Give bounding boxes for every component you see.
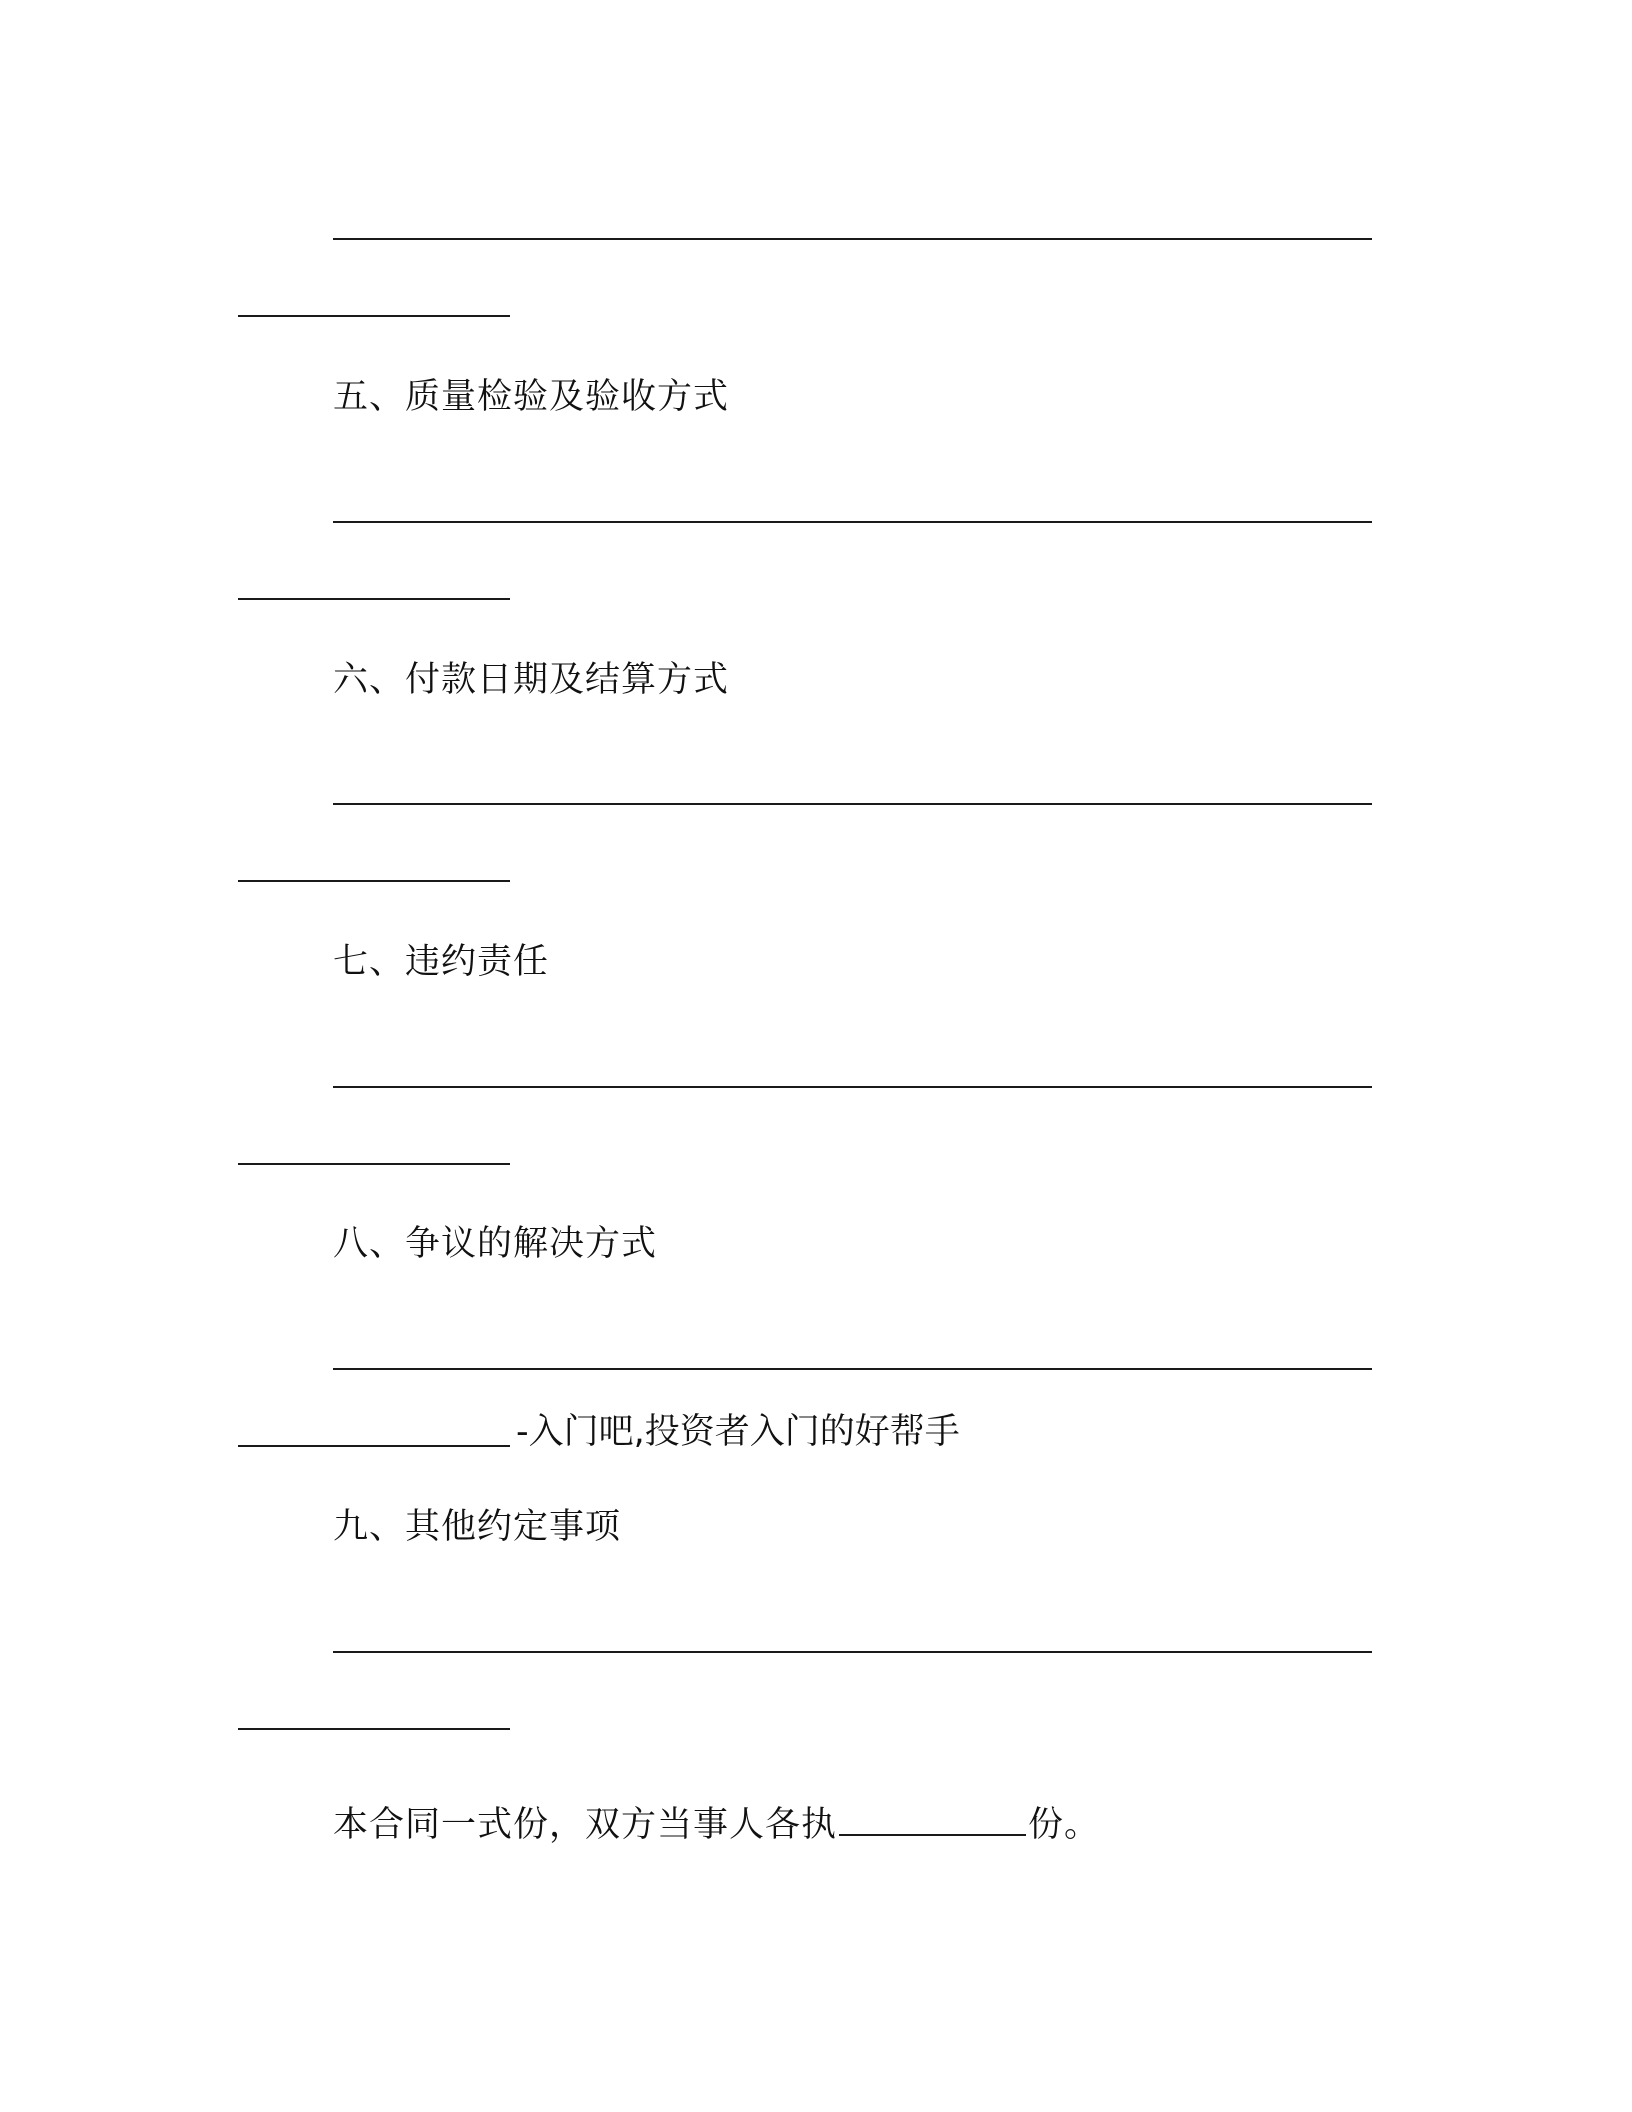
fill-in-line xyxy=(333,1368,1372,1370)
fill-in-line xyxy=(238,315,510,317)
section-heading: 六、付款日期及结算方式 xyxy=(333,660,730,700)
fill-in-line xyxy=(238,1728,510,1730)
section-heading: 八、争议的解决方式 xyxy=(333,1224,658,1264)
closing-text-start: 本合同一式份，双方当事人各执 xyxy=(333,1805,838,1845)
fill-in-line xyxy=(333,521,1372,523)
fill-in-line xyxy=(238,598,510,600)
fill-in-line xyxy=(238,1445,510,1447)
section-heading: 七、违约责任 xyxy=(333,942,550,982)
fill-in-line xyxy=(333,803,1372,805)
section-heading: 五、质量检验及验收方式 xyxy=(333,377,730,417)
copies-blank xyxy=(839,1798,1026,1836)
fill-in-line xyxy=(333,238,1372,240)
fill-in-line xyxy=(238,880,510,882)
fill-in-line xyxy=(238,1163,510,1165)
fill-in-line xyxy=(333,1086,1372,1088)
closing-line xyxy=(333,1798,1100,1849)
section-heading: 九、其他约定事项 xyxy=(333,1507,622,1547)
inline-note: -入门吧,投资者入门的好帮手 xyxy=(516,1412,960,1452)
closing-text-end: 份。 xyxy=(1028,1805,1101,1845)
fill-in-line xyxy=(333,1651,1372,1653)
